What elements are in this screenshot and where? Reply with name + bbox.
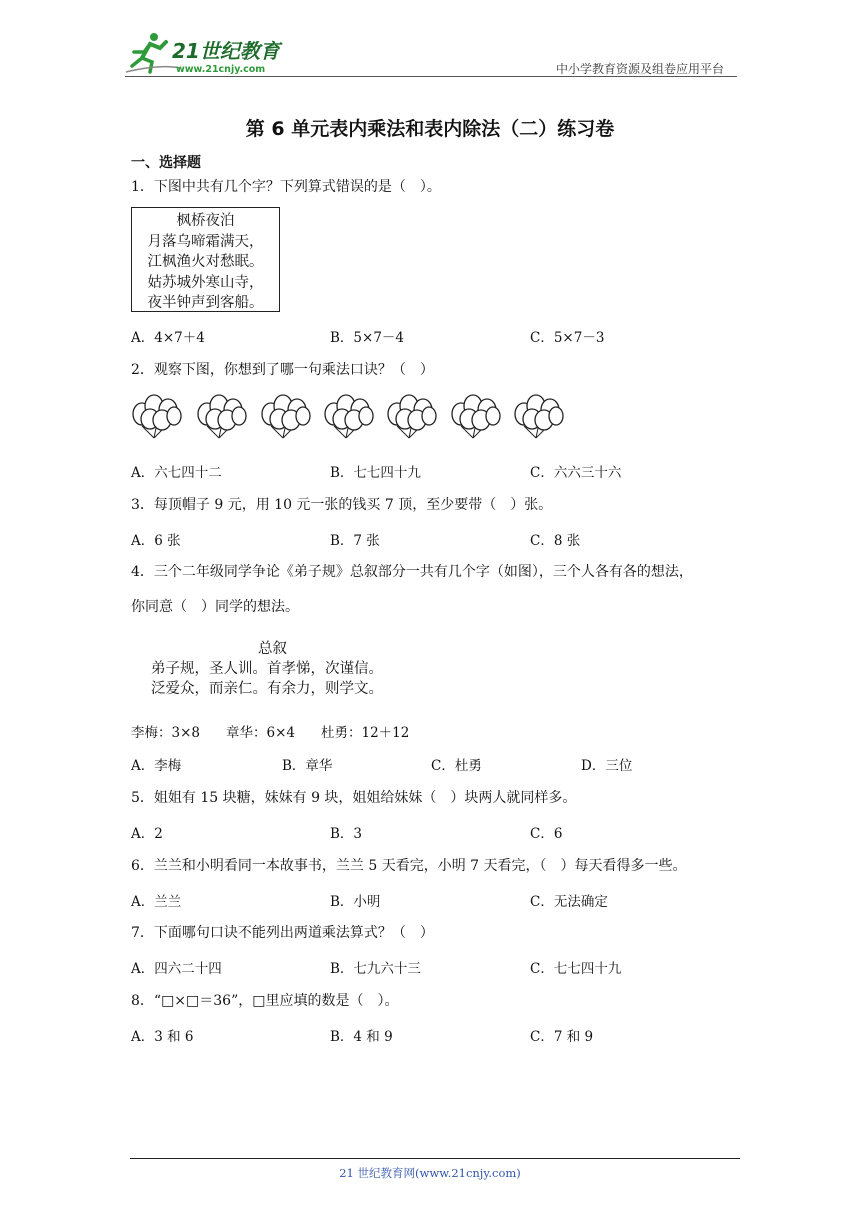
question-4-stem-line-1: 4．三个二年级同学争论《弟子规》总叙部分一共有几个字（如图），三个人各有各的想法， xyxy=(131,564,693,580)
footer-link[interactable]: 21 世纪教育网(www.21cnjy.com) xyxy=(339,1166,521,1180)
q5-option-c: C．6 xyxy=(530,826,563,842)
question-1-stem: 1．下图中共有几个字？下列算式错误的是（ ）。 xyxy=(131,179,441,195)
header-divider xyxy=(125,76,737,77)
q6-option-a: A．兰兰 xyxy=(131,894,182,910)
dizigui-line: 泛爱众，而亲仁。有余力，则学文。 xyxy=(151,681,383,697)
q7-option-b: B．七九六十三 xyxy=(330,961,421,977)
q1-option-c: C．5×7－3 xyxy=(530,330,605,346)
balloon-group-icon xyxy=(262,395,310,438)
balloon-group-icon xyxy=(198,395,246,438)
footer-divider xyxy=(130,1158,740,1159)
poem-title: 枫桥夜泊 xyxy=(176,213,235,229)
q3-option-a: A．6 张 xyxy=(131,533,181,549)
logo-url: www.21cnjy.com xyxy=(176,64,266,75)
balloon-group-icon xyxy=(133,395,181,438)
q6-option-c: C．无法确定 xyxy=(530,894,608,910)
question-8-stem: 8．“□×□＝36”，□里应填的数是（ ）。 xyxy=(131,993,399,1009)
q2-option-c: C．六六三十六 xyxy=(530,465,622,481)
question-4-stem-line-2: 你同意（ ）同学的想法。 xyxy=(131,599,299,615)
q4-option-c: C．杜勇 xyxy=(431,758,482,774)
q5-option-a: A．2 xyxy=(131,826,163,842)
opinion-du-yong: 杜勇：12＋12 xyxy=(321,725,410,741)
dizigui-title: 总叙 xyxy=(258,641,287,657)
q8-option-b: B．4 和 9 xyxy=(330,1029,393,1045)
balloon-group-icon xyxy=(325,395,373,438)
q2-option-b: B．七七四十九 xyxy=(330,465,421,481)
q1-option-b: B．5×7－4 xyxy=(330,330,404,346)
question-6-stem: 6．兰兰和小明看同一本故事书，兰兰 5 天看完，小明 7 天看完，（ ）每天看得多一些。 xyxy=(131,858,687,874)
q3-option-c: C．8 张 xyxy=(530,533,581,549)
poem-line: 江枫渔火对愁眠。 xyxy=(147,254,264,270)
q3-option-b: B．7 张 xyxy=(330,533,380,549)
logo-text: 21世纪教育 xyxy=(172,39,280,63)
site-tagline: 中小学教育资源及组卷应用平台 xyxy=(555,62,724,76)
site-logo xyxy=(120,28,295,78)
q4-option-d: D．三位 xyxy=(581,758,633,774)
q7-option-a: A．四六二十四 xyxy=(131,961,222,977)
poem-line: 姑苏城外寒山寺， xyxy=(147,274,264,291)
q8-option-c: C．7 和 9 xyxy=(530,1029,594,1045)
q4-option-a: A．李梅 xyxy=(131,758,182,774)
opinion-zhang-hua: 章华：6×4 xyxy=(226,725,295,741)
section-heading: 一、选择题 xyxy=(131,155,201,171)
balloons-figure xyxy=(128,392,578,442)
q7-option-c: C．七七四十九 xyxy=(530,961,622,977)
dizigui-line: 弟子规，圣人训。首孝悌，次谨信。 xyxy=(151,661,383,677)
question-5-stem: 5．姐姐有 15 块糖，妹妹有 9 块，姐姐给妹妹（ ）块两人就同样多。 xyxy=(131,790,577,806)
q8-option-a: A．3 和 6 xyxy=(131,1029,194,1045)
question-2-stem: 2．观察下图，你想到了哪一句乘法口诀？（ ） xyxy=(131,362,434,378)
opinion-li-mei: 李梅：3×8 xyxy=(131,725,200,741)
q2-option-a: A．六七四十二 xyxy=(131,465,222,481)
q4-option-b: B．章华 xyxy=(282,758,333,774)
question-7-stem: 7．下面哪句口诀不能列出两道乘法算式？（ ） xyxy=(131,925,434,941)
balloon-group-icon xyxy=(515,395,563,438)
balloon-group-icon xyxy=(452,395,500,438)
balloon-group-icon xyxy=(388,395,436,438)
poem-line: 夜半钟声到客船。 xyxy=(147,295,264,311)
q5-option-b: B．3 xyxy=(330,826,363,842)
document-title: 第 6 单元表内乘法和表内除法（二）练习卷 xyxy=(245,118,615,140)
question-3-stem: 3．每顶帽子 9 元，用 10 元一张的钱买 7 顶，至少要带（ ）张。 xyxy=(131,497,553,513)
q1-option-a: A．4×7＋4 xyxy=(131,330,205,346)
poem-figure xyxy=(131,207,280,312)
q6-option-b: B．小明 xyxy=(330,894,381,910)
poem-line: 月落乌啼霜满天， xyxy=(147,233,264,250)
